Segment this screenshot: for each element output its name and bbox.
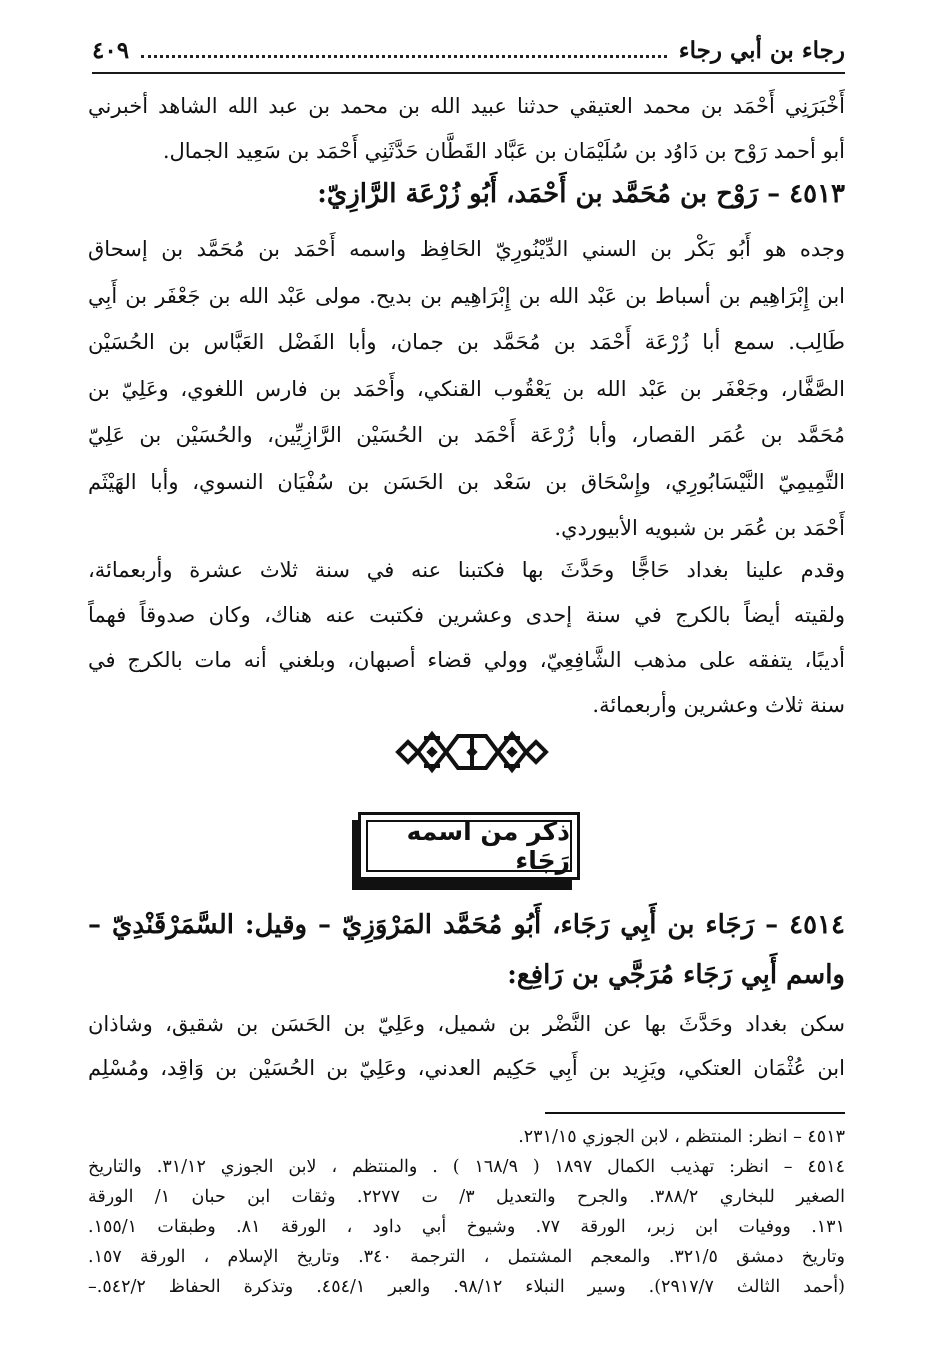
entry-4514-paragraph	[88, 1002, 845, 1090]
entry-4513-paragraph-1	[88, 226, 845, 552]
footnote-line: (أحمد الثالث ٢٩١٧/٧). وسير النبلاء ٩٨/١٢. والعبر ٤٥٤/١. وتذكرة الحفاظ ٥٤٢/٢.–	[88, 1277, 845, 1297]
entry-4513-paragraph-2	[88, 548, 845, 728]
text-line: سنة ثلاث وعشرين وأربعمائة.	[592, 693, 845, 717]
entry-heading-4514	[88, 900, 845, 1000]
text-line: أَخْبَرَنِي أَحْمَد بن محمد العتيقي حدثنا عبيد الله بن محمد بن عبد الله الشاهد أخبرني	[88, 94, 845, 118]
text-line: أَحْمَد بن عُمَر بن شبويه الأبيوردي.	[554, 516, 845, 540]
text-line: طَالِب. سمع أبا زُرْعَة أَحْمَد بن مُحَمَّد بن جمان، وأبا الفَضْل العَبَّاس بن الحُسَيْن	[88, 330, 845, 354]
text-line: الصَّفَّار، وجَعْفَر بن عَبْد الله بن يَعْقُوب القنكي، وأَحْمَد بن فارس اللغوي، وعَلِيّ بن	[88, 376, 845, 401]
text-line: أبو أحمد رَوْح بن دَاوُد بن سُلَيْمَان بن عَبَّاد القَطَّان حَدَّثَنِي أَحْمَد بن سَعِيد الجمال.	[162, 139, 845, 163]
text-line: التَّمِيمِيّ النَّيْسَابُورِي، وإِسْحَاق بن سَعْد بن الحَسَن بن سُفْيَان النسوي، وأبا الهَيْثَم	[88, 469, 845, 494]
footnote-divider	[545, 1112, 845, 1114]
footnotes	[88, 1122, 845, 1302]
footnote-line: وتاريخ دمشق ٣٢١/٥. والمعجم المشتمل ، الترجمة ٣٤٠. وتاريخ الإسلام ، الورقة ١٥٧.	[88, 1247, 845, 1267]
header-leader-dots	[141, 55, 667, 58]
text-line: ولقيته أيضاً بالكرج في سنة إحدى وعشرين فكتبت عنه هناك، وكان صدوقاً فهماً	[88, 603, 845, 627]
entry-heading-text: ٤٥١٤ – رَجَاء بن أَبِي رَجَاء، أَبُو مُحَمَّد المَرْوَزِيّ – وقيل: السَّمَرْقَنْدِيّ –	[88, 910, 845, 940]
text-line: ابن إِبْرَاهِيم بن أسباط بن عَبْد الله بن إِبْرَاهِيم بن بديح. مولى عَبْد الله بن جَعْفَر بن أَبِي	[88, 283, 845, 308]
running-header	[92, 28, 845, 74]
footnote-line: ٤٥١٤ – انظر: تهذيب الكمال ١٨٩٧ ( ١٦٨/٩ ) . والمنتظم ، لابن الجوزي ٣١/١٢. والتاريخ	[88, 1157, 845, 1177]
text-line: وجده هو أَبُو بَكْر بن السني الدِّيْنُورِيّ الحَافِظ واسمه أَحْمَد بن مُحَمَّد بن إسحاق	[88, 237, 845, 261]
footnote-line: ١٣١. ووفيات ابن زبر، الورقة ٧٧. وشيوخ أبي داود ، الورقة ٨١. وطبقات ١٥٥/١.	[88, 1217, 845, 1237]
footnote-line: الصغير للبخاري ٣٨٨/٢. والجرح والتعديل ٣/ ت ٢٢٧٧. وثقات ابن حبان ١/ الورقة	[88, 1187, 845, 1207]
header-title: رجاء بن أبي رجاء	[678, 36, 845, 64]
section-title-box	[358, 812, 580, 880]
section-title: ذكر من اسمه رَجَاء	[366, 820, 572, 872]
page-number: ٤٠٩	[92, 36, 130, 64]
text-line: مُحَمَّد بن عُمَر القصار، وأبا زُرْعَة أَحْمَد بن الحُسَيْن الرَّازِيِّين، والحُسَيْن بن عَلِيّ	[88, 423, 845, 447]
opening-paragraph	[88, 84, 845, 174]
text-line: ابن عُثْمَان العتكي، ويَزِيد بن أَبِي حَكِيم العدني، وعَلِيّ بن الحُسَيْن بن وَاقِد، ومُسْلِم	[88, 1056, 845, 1080]
decorative-ornament	[392, 726, 552, 778]
entry-heading-4513	[88, 168, 845, 220]
footnote-line: ٤٥١٣ – انظر: المنتظم ، لابن الجوزي ٢٣١/١٥.	[518, 1127, 845, 1147]
text-line: سكن بغداد وحَدَّثَ بها عن النَّضْر بن شميل، وعَلِيّ بن الحَسَن بن شقيق، وشاذان	[88, 1012, 845, 1036]
entry-heading-text: ٤٥١٣ – رَوْح بن مُحَمَّد بن أَحْمَد، أَبُو زُرْعَة الرَّازِيّ:	[317, 179, 845, 209]
text-line: أديبًا، يتفقه على مذهب الشَّافِعِيّ، وولي قضاء أصبهان، وبلغني أنه مات بالكرج في	[88, 648, 845, 672]
entry-heading-text: واسم أَبِي رَجَاء مُرَجَّي بن رَافِع:	[507, 960, 845, 990]
text-line: وقدم علينا بغداد حَاجًّا وحَدَّثَ بها فكتبنا عنه في سنة ثلاث عشرة وأربعمائة،	[88, 558, 845, 582]
